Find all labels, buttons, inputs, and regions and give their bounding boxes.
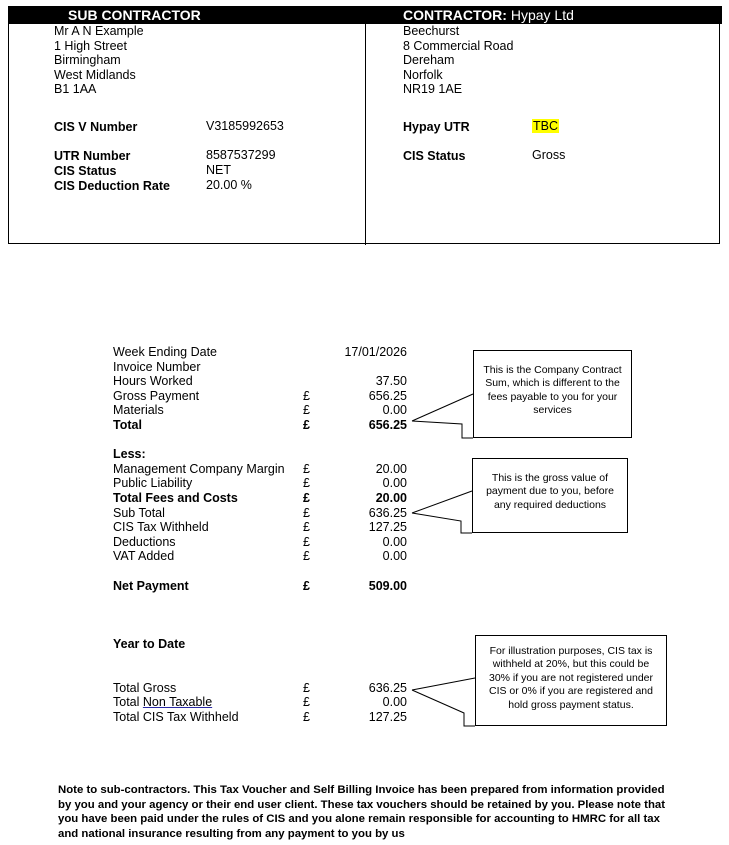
address-line: Mr A N Example	[54, 24, 144, 38]
row-value: 0.00	[382, 549, 407, 564]
address-line: Dereham	[403, 53, 455, 68]
field-row-cis-status	[54, 162, 231, 178]
contractor-column	[403, 24, 566, 163]
row-label: Total CIS Tax Withheld	[113, 709, 239, 724]
row-label: Management Company Margin	[113, 461, 285, 476]
row-value: 0.00	[382, 403, 407, 418]
field-row-hypay-utr	[403, 118, 558, 134]
row-value: 20.00	[375, 461, 407, 476]
callout-box-contract-sum	[473, 350, 632, 438]
field-label: UTR Number	[54, 148, 131, 163]
row-label: Sub Total	[113, 505, 165, 520]
row-value: 656.25	[368, 388, 407, 403]
row-label: Net Payment	[113, 578, 189, 593]
row-label-underlined: Non Taxable	[142, 695, 213, 710]
address-line: 1 High Street	[54, 38, 127, 53]
row-value: 0.00	[382, 476, 407, 491]
row-currency: £	[303, 417, 310, 432]
callout-box-gross-value	[472, 458, 628, 533]
row-label: Hours Worked	[113, 374, 193, 389]
row-currency: £	[303, 388, 310, 403]
row-label: Total	[113, 417, 142, 432]
row-currency: £	[303, 695, 310, 710]
row-label: Materials	[113, 403, 164, 418]
row-currency: £	[303, 520, 310, 535]
callout-text: For illustration purposes, CIS tax is withheld at 20%, but this could be 30% if you are not registered under CIS or 0% if you are registered and hold gross payment status.	[488, 645, 654, 711]
row-value: 0.00	[382, 695, 407, 710]
row-label: VAT Added	[113, 549, 175, 564]
subcontractor-column	[54, 24, 284, 193]
parties-table	[8, 6, 722, 246]
row-currency: £	[303, 709, 310, 724]
row-value: 17/01/2026	[344, 345, 407, 359]
address-line: B1 1AA	[54, 82, 97, 97]
field-row-utr-number	[54, 147, 276, 163]
callout-box-cis-rate	[475, 635, 667, 726]
row-label: CIS Tax Withheld	[113, 520, 209, 535]
statement-row-net-payment	[0, 579, 729, 594]
row-label: Public Liability	[113, 476, 193, 491]
row-currency: £	[303, 490, 310, 505]
callout-text: This is the gross value of payment due to you, before any required deductions	[486, 472, 614, 511]
row-value: 0.00	[382, 534, 407, 549]
row-currency: £	[303, 505, 310, 520]
statement-spacer	[0, 564, 729, 579]
row-label: Invoice Number	[113, 359, 201, 374]
row-value: 656.25	[368, 417, 407, 432]
row-value: 509.00	[368, 578, 407, 593]
highlighted-value: TBC	[533, 118, 558, 133]
row-value: 20.00	[375, 490, 407, 505]
field-value: V3185992653	[206, 118, 284, 133]
field-row-cis-deduction-rate	[54, 177, 252, 193]
footnote-text: Note to sub-contractors. This Tax Voucher and Self Billing Invoice has been prepared from information provided by you and your agency or their end user client. These tax vouchers should be retained by you. Please note that you have been paid under the rules of CIS and you alone remain responsible for accounting to HMRC for all tax and national insurance resulting from any payment to you by us	[58, 784, 666, 840]
row-label: Gross Payment	[113, 388, 200, 403]
row-label	[113, 695, 212, 710]
row-label: Total Fees and Costs	[113, 490, 238, 505]
row-value: 636.25	[368, 505, 407, 520]
row-currency: £	[303, 403, 310, 418]
field-row-cis-v-number	[54, 118, 284, 134]
row-currency: £	[303, 680, 310, 695]
contractor-heading	[403, 7, 574, 23]
statement-row-deductions	[0, 535, 729, 550]
subcontractor-heading: SUB CONTRACTOR	[68, 7, 201, 23]
field-value: 8587537299	[206, 147, 276, 162]
row-currency: £	[303, 549, 310, 564]
field-row-cis-status	[403, 147, 566, 163]
row-value: 37.50	[375, 374, 407, 389]
field-label: CIS Status	[54, 163, 117, 178]
row-currency: £	[303, 534, 310, 549]
row-label: Total Gross	[113, 680, 177, 695]
row-value: 127.25	[368, 709, 407, 724]
row-label-prefix: Total	[113, 695, 143, 710]
contractor-heading-label: CONTRACTOR:	[403, 7, 507, 23]
row-label: Less:	[113, 447, 146, 462]
address-line: West Midlands	[54, 67, 136, 82]
field-value: NET	[206, 162, 231, 177]
row-label: Deductions	[113, 534, 176, 549]
field-label: CIS Status	[403, 148, 466, 163]
row-value: 127.25	[368, 520, 407, 535]
subcontractor-fields	[54, 118, 284, 193]
field-value: Gross	[532, 147, 566, 162]
field-label: CIS V Number	[54, 119, 138, 134]
contractor-heading-name: Hypay Ltd	[510, 7, 574, 23]
contractor-fields	[403, 118, 566, 163]
row-value: 636.25	[368, 680, 407, 695]
row-currency: £	[303, 476, 310, 491]
address-line: 8 Commercial Road	[403, 38, 514, 53]
statement-row-vat-added	[0, 549, 729, 564]
address-line: Beechurst	[403, 24, 460, 38]
field-label: Hypay UTR	[403, 119, 470, 134]
address-line: Norfolk	[403, 67, 443, 82]
parties-column-divider	[365, 24, 366, 245]
field-value: 20.00 %	[206, 177, 252, 192]
field-label: CIS Deduction Rate	[54, 178, 170, 193]
callout-text: This is the Company Contract Sum, which is different to the fees payable to you for your services	[483, 364, 622, 417]
statement-spacer	[0, 608, 729, 623]
address-line: NR19 1AE	[403, 82, 463, 97]
row-currency: £	[303, 461, 310, 476]
statement-spacer	[0, 593, 729, 608]
section-heading: Year to Date	[113, 636, 186, 651]
field-value-highlighted	[532, 119, 559, 134]
row-currency: £	[303, 578, 310, 593]
address-line: Birmingham	[54, 53, 121, 68]
row-label: Week Ending Date	[113, 345, 217, 359]
